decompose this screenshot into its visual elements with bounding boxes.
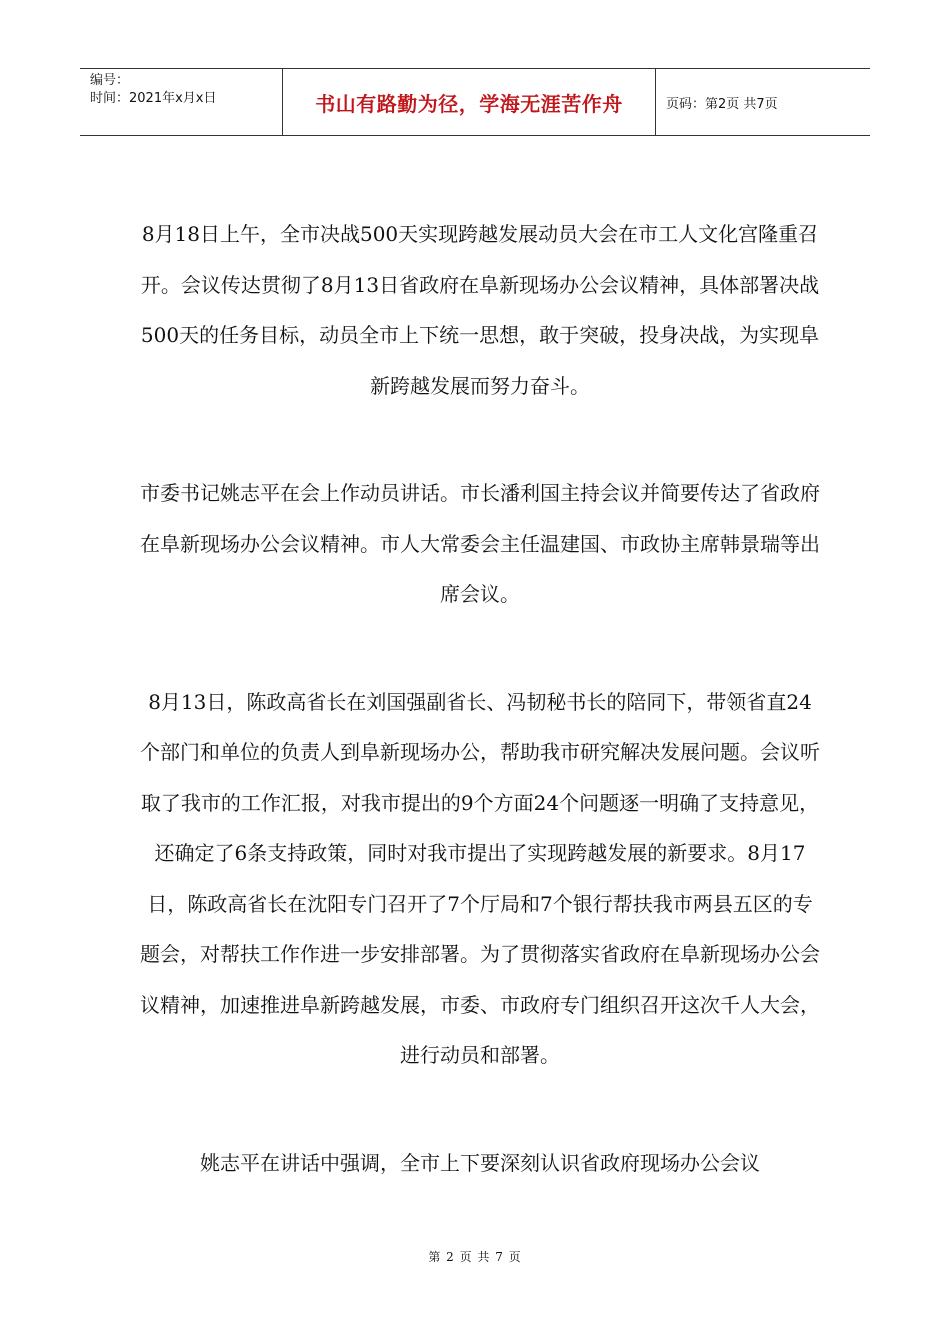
header-meta: [80, 69, 283, 135]
document-body: [140, 209, 820, 1245]
header-page-info: 页码：第2页 共7页: [666, 96, 778, 112]
paragraph-1: 8月18日上午，全市决战500天实现跨越发展动员大会在市工人文化宫隆重召开。会议传达贯彻了8月13日省政府在阜新现场办公会议精神，具体部署决战500天的任务目标，动员全市上下统一思想，敢于突破，投身决战，为实现阜新跨越发展而努力奋斗。: [140, 222, 820, 398]
paragraph-2: 市委书记姚志平在会上作动员讲话。市长潘利国主持会议并简要传达了省政府在阜新现场办公会议精神。市人大常委会主任温建国、市政协主席韩景瑞等出席会议。: [140, 481, 820, 606]
paragraph-4: 姚志平在讲话中强调，全市上下要深刻认识省政府现场办公会议: [200, 1150, 760, 1175]
document-time-label: 时间：2021年x月x日: [90, 91, 217, 106]
header-motto: 书山有路勤为径，学海无涯苦作舟: [283, 69, 656, 135]
page-footer: 第 2 页 共 7 页: [428, 1250, 522, 1264]
page-header: [80, 68, 870, 136]
paragraph-3: 8月13日，陈政高省长在刘国强副省长、冯韧秘书长的陪同下，带领省直24个部门和单位的负责人到阜新现场办公，帮助我市研究解决发展问题。会议听取了我市的工作汇报，对我市提出的9个方面24个问题逐一明确了支持意见，还确定了6条支持政策，同时对我市提出了实现跨越发展的新要求。8月17日，陈政高省长在沈阳专门召开了7个厅局和7个银行帮扶我市两县五区的专题会，对帮扶工作作进一步安排部署。为了贯彻落实省政府在阜新现场办公会议精神，加速推进阜新跨越发展，市委、市政府专门组织召开这次千人大会，进行动员和部署。: [140, 689, 820, 1067]
document-number-label: 编号：: [90, 73, 130, 88]
